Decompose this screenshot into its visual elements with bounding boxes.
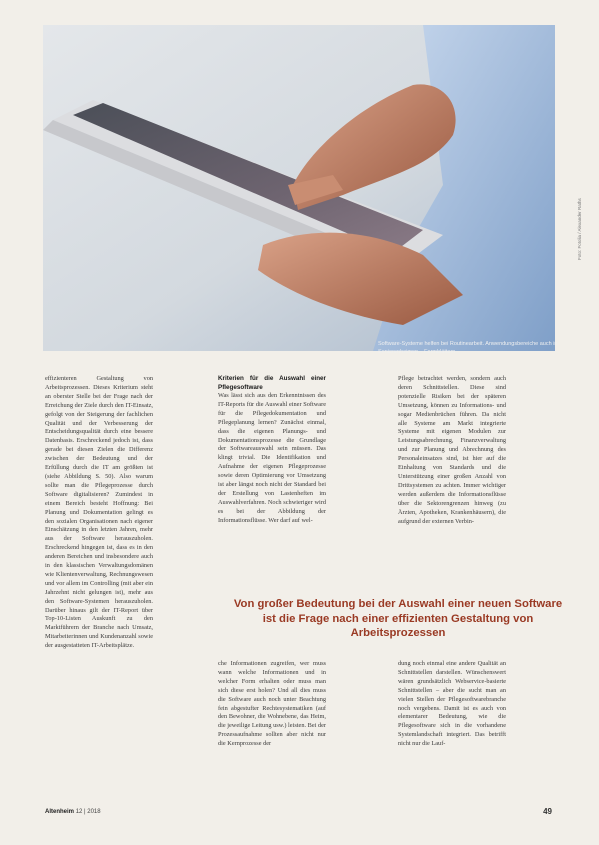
magazine-name: Altenheim: [45, 809, 75, 815]
section-heading: Kriterien für die Auswahl einer Pflegesoftware: [218, 375, 326, 391]
issue-number: 12 | 2018: [75, 809, 101, 815]
tablet-hands-illustration: [43, 25, 555, 351]
body-column-2-lower: [218, 660, 326, 749]
column-3-lower-text: dung noch einmal eine andere Qualität an Schnittstellen darstellen. Wünschenswert wären grundsätzlich Webservice-basierte Schnittstellen – aber die sucht man an vielen Stellen der Pflegesoftwarebranche noch vergebens. Damit ist es auch von elementarer Bedeutung, wie die Pflegesoftware sich in die vorhandene Systemlandschaft integriert. Das betrifft nicht nur die Lauf-: [398, 660, 506, 748]
body-column-1: [45, 375, 153, 651]
body-column-3: [398, 375, 506, 526]
pull-quote: Von großer Bedeutung bei der Auswahl einer neuen Software ist die Frage nach einer effizienten Gestaltung von Arbeitsprozessen: [233, 598, 563, 640]
footer-issue: [45, 809, 101, 815]
column-2-lower-text: che Informationen zugreifen, wer muss wann welche Informationen und in welcher Form erhalten oder muss man sich diese erst holen? Und all dies muss die Software auch noch unter Beachtung fein abgestufter Rechtesystematiken (auf den Bewohner, die Wohnebene, das Heim, die jeweilige Leitung usw.) leisten. Bei der Prozessaufnahme sollten aber nicht nur die Kernprozesse der: [218, 660, 327, 748]
page-number: 49: [543, 807, 552, 816]
column-2-text: Was lässt sich aus den Erkenntnissen des IT-Reports für die Auswahl einer Software für die Pflegedokumentation und Pflegeplanung lernen? Zunächst einmal, dass die eigenen Planungs- und Dokumentationsprozesse die Grundlage der Softwareauswahl sein müssen. Das klingt trivial. Die Identifikation und Aufnahme der eigenen Pflegeprozesse sowie deren Optimierung vor Umsetzung ist aber längst noch nicht der Standard bei der Erstellung von Lastenheften im Auswahlverfahren. Noch schwieriger wird es bei der Abbildung der Informationsflüsse. Wer darf auf wel-: [218, 392, 326, 524]
column-3-text: Pflege betrachtet werden, sondern auch deren Schnittstellen. Diese sind potenzielle Risiken bei der späteren Umsetzung, können zu Informations- und sogar Medienbrüchen führen. Da nicht alle Systeme am Markt integrierte Systeme mit eigenen Modulen zur Leistungsabrechnung, Finanzverwaltung und zur Planung und Abrechnung des Personaleinsatzes sind, ist hier auf die Einhaltung von Standards und die Unterstützung einer großen Anzahl von Drittsystemen zu achten. Immer wichtiger werden außerdem die Informationsflüsse über die Sektorengrenzen hinweg (zu Ärzten, Apotheken, Krankenhäusern), die aufgrund der externen Verbin-: [398, 375, 506, 525]
column-1-text: effizienteren Gestaltung von Arbeitsprozessen. Dieses Kriterium steht an oberster Stelle bei der Frage nach der Erreichung der Ziele durch den IT-Einsatz, gefolgt von der Steigerung der fachlichen Qualität und der Verbesserung der Entscheidungsqualität durch eine bessere Datenbasis. Erschreckend jedoch ist, dass gerade bei diesen Zielen die Differenz zwischen der Bedeutung und der Erfüllung durch die IT am größten ist (siehe Abbildung S. 50). Also warum sollte man die Pflegeprozesse durch Software digitalisieren? Zumindest in einem Bereich besteht Hoffnung: Bei Planung und Dokumentation gelingt es den sozialen Organisationen nach eigener Einschätzung in den letzten Jahren, mehr aus der Software herauszuholen. Erschreckend hingegen ist, dass es in den anderen Bereichen und insbesondere auch in den klassischen Verwaltungsdomänen wie Klientenverwaltung, Rechnungswesen und vor allem im Controlling (mit aber ein Jahrzehnt nicht gelungen ist), mehr aus den Software-Systemen herauszuholen. Darüber hinaus gilt der IT-Report über Top-10-Listen Auskunft zu den Marktführern der Branche nach Umsatz, Mitarbeiterinnen und Kundenanzahl sowie der ausgestatteten IT-Arbeitsplätze.: [45, 375, 153, 650]
body-column-3-lower: [398, 660, 506, 749]
photo-credit: Foto: Fotolia / Alexander Raths: [577, 198, 582, 260]
header-photo: [43, 25, 558, 355]
body-column-2: [218, 375, 326, 526]
photo-caption: Software-Systeme helfen bei Routinearbeit. Anwendungsbereiche auch in Seniorenheimen – Formblättern: [378, 341, 558, 355]
